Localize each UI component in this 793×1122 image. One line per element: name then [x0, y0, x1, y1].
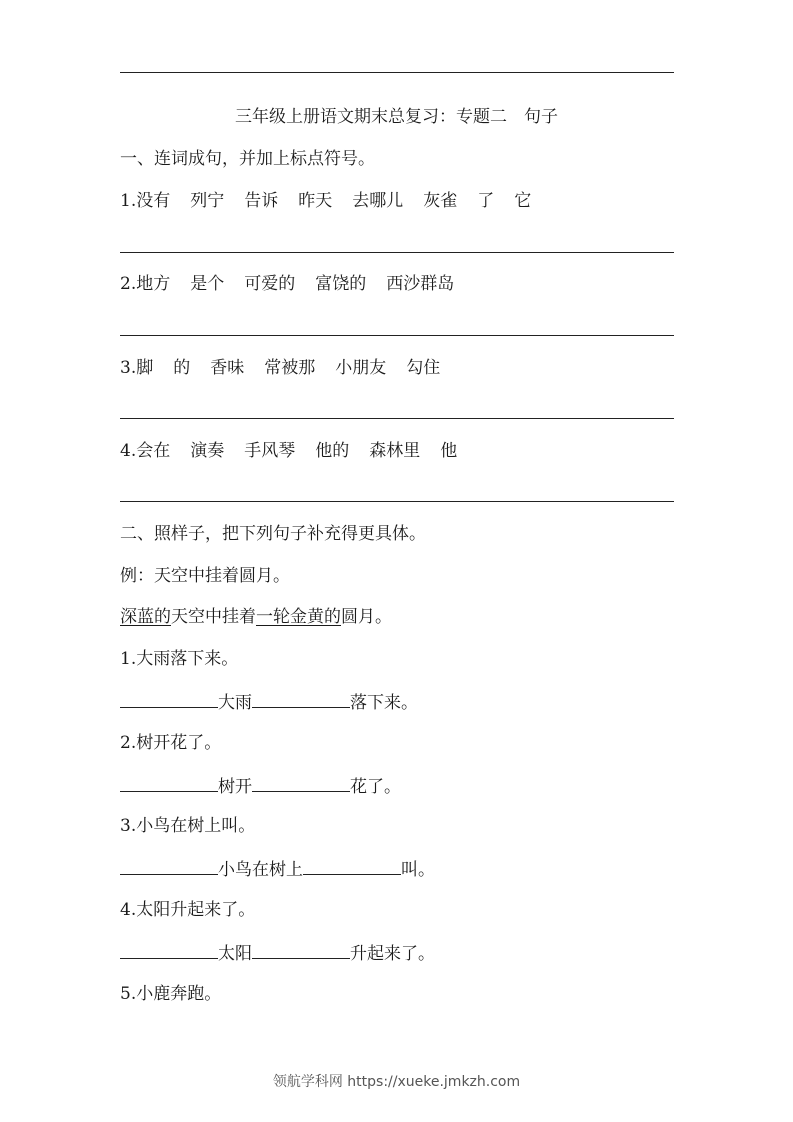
section2-fill-4 [120, 941, 435, 965]
word: 香味 [210, 358, 245, 378]
word: 告诉 [244, 191, 279, 211]
word: 列宁 [190, 191, 225, 211]
fill-text: 落下来。 [350, 693, 418, 713]
answer-line-2[interactable] [120, 335, 674, 336]
section2-question-4: 4.太阳升起来了。 [120, 900, 256, 920]
word: 脚 [136, 358, 154, 378]
fill-blank[interactable] [252, 941, 350, 959]
word: 森林里 [369, 441, 421, 461]
example-label: 例：天空中挂着圆月。 [120, 566, 290, 586]
fill-blank[interactable] [120, 857, 218, 875]
word: 西沙群岛 [386, 274, 455, 294]
fill-blank[interactable] [120, 690, 218, 708]
word: 富饶的 [315, 274, 367, 294]
item-number: 1. [120, 191, 137, 211]
fill-blank[interactable] [252, 774, 350, 792]
word: 它 [514, 191, 532, 211]
fill-text: 叫。 [401, 860, 435, 880]
word: 的 [173, 358, 191, 378]
fill-text: 升起来了。 [350, 944, 435, 964]
fill-text: 小鸟在树上 [218, 860, 303, 880]
example-underlined-1: 深蓝的 [120, 607, 171, 627]
word: 他 [440, 441, 458, 461]
section1-item-4 [120, 440, 457, 462]
answer-line-3[interactable] [120, 418, 674, 419]
item-number: 2. [120, 274, 137, 294]
section1-item-2 [120, 273, 454, 295]
fill-text: 太阳 [218, 944, 252, 964]
word: 可爱的 [244, 274, 296, 294]
fill-blank[interactable] [120, 941, 218, 959]
section2-fill-2 [120, 774, 401, 798]
answer-line-4[interactable] [120, 501, 674, 502]
fill-blank[interactable] [303, 857, 401, 875]
fill-text: 花了。 [350, 777, 401, 797]
fill-blank[interactable] [252, 690, 350, 708]
top-rule [120, 72, 674, 73]
example-text-2: 天空中挂着 [171, 607, 256, 627]
footer-watermark: 领航学科网 https://xueke.jmkzh.com [272, 1074, 521, 1090]
fill-text: 树开 [218, 777, 252, 797]
example-text-4: 圆月。 [341, 607, 392, 627]
item-number: 4. [120, 441, 137, 461]
page-title: 三年级上册语文期末总复习：专题二 句子 [235, 107, 558, 127]
word: 没有 [136, 191, 171, 211]
word: 了 [477, 191, 495, 211]
answer-line-1[interactable] [120, 252, 674, 253]
section2-fill-1 [120, 690, 418, 714]
section2-question-2: 2.树开花了。 [120, 733, 222, 753]
word: 演奏 [190, 441, 225, 461]
section2-fill-3 [120, 857, 435, 881]
section2-question-5: 5.小鹿奔跑。 [120, 984, 222, 1004]
example-underlined-3: 一轮金黄的 [256, 607, 341, 627]
word: 会在 [136, 441, 171, 461]
word: 去哪儿 [352, 191, 404, 211]
fill-text: 大雨 [218, 693, 252, 713]
word: 小朋友 [335, 358, 387, 378]
word: 地方 [136, 274, 171, 294]
word: 手风琴 [244, 441, 296, 461]
section1-item-1 [120, 190, 531, 212]
fill-blank[interactable] [120, 774, 218, 792]
section2-heading: 二、照样子，把下列句子补充得更具体。 [120, 524, 426, 544]
example-answer [120, 606, 392, 628]
section2-question-3: 3.小鸟在树上叫。 [120, 816, 256, 836]
word: 勾住 [406, 358, 441, 378]
section1-item-3 [120, 357, 440, 379]
word: 常被那 [264, 358, 316, 378]
word: 他的 [315, 441, 350, 461]
section2-question-1: 1.大雨落下来。 [120, 649, 239, 669]
item-number: 3. [120, 358, 137, 378]
word: 昨天 [298, 191, 333, 211]
word: 是个 [190, 274, 225, 294]
word: 灰雀 [423, 191, 458, 211]
section1-heading: 一、连词成句，并加上标点符号。 [120, 149, 375, 169]
